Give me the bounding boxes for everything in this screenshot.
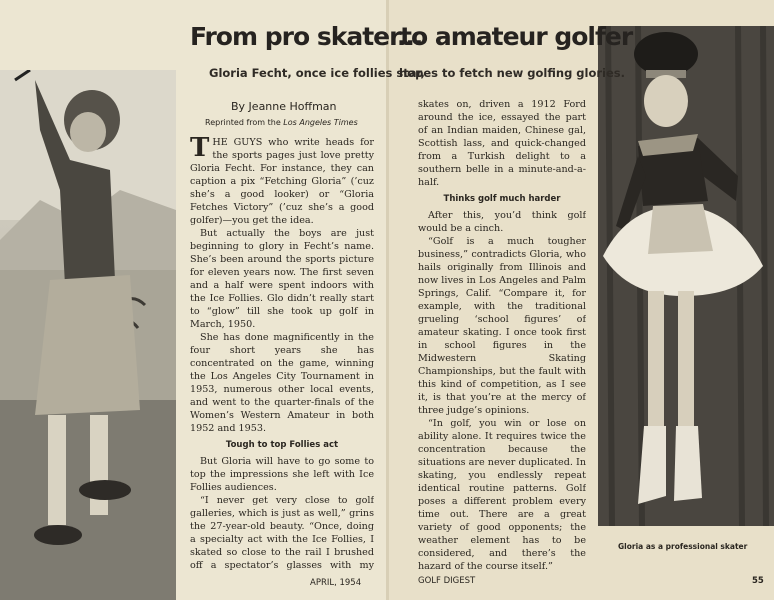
- headline-part-1: From pro skater...: [190, 22, 423, 51]
- reprint-credit: [205, 118, 358, 127]
- paragraph: [190, 136, 374, 227]
- golfer-photo: [0, 70, 176, 600]
- paragraph-text: HE GUYS who write heads for the sports pages just love pretty Gloria Fecht. For instance, they can caption a pix “Fetching Gloria” (’cuz she’s a good looker) or “Gloria Fetches Victory” (’cuz she’s a good golfer)—you get the idea.: [190, 137, 374, 226]
- reprint-source: Los Angeles Times: [283, 118, 358, 127]
- magazine-name: GOLF DIGEST: [418, 576, 476, 586]
- paragraph: But Gloria will have to go some to top the impressions she left with Ice Follies audiences.: [190, 456, 374, 493]
- paragraph: “In golf, you win or lose on ability alone. It requires twice the concentration because the situations are never duplicated. In skating, you endlessly repeat identical routine patterns. Golf poses a different problem every time out. There are a great variety of good opponents; the weather element has to be considered, and there’s the hazard of the course itself.”: [418, 418, 586, 572]
- photo-caption: Gloria as a professional skater: [618, 542, 748, 551]
- section-heading: Thinks golf much harder: [443, 194, 561, 204]
- paragraph: After this, you’d think golf would be a cinch.: [418, 210, 586, 234]
- paragraph: skates on, driven a 1912 Ford around the ice, essayed the part of an Indian maiden, Chinese gal, Scottish lass, and quick-changed from a Turkish delight to a southern belle in a minute-and-a-half.: [418, 99, 586, 188]
- paragraph: She has done magnificently in the four short years she has concentrated on the game, winning the Los Angeles City Tournament in 1953, numerous other local events, and went to the quarter-finals of the Women’s Western Amateur in both 1952 and 1953.: [190, 332, 374, 434]
- subheadline-part-2: hopes to fetch new golfing glories.: [399, 66, 626, 80]
- article-column-1: [190, 136, 374, 570]
- reprint-prefix: Reprinted from the: [205, 118, 281, 127]
- drop-cap: T: [190, 136, 210, 163]
- headline-part-2: to amateur golfer: [400, 22, 633, 51]
- issue-date: APRIL, 1954: [310, 578, 362, 588]
- page-gutter: [386, 0, 389, 600]
- article-column-2: [418, 98, 586, 572]
- byline: By Jeanne Hoffman: [231, 100, 337, 113]
- paragraph: “I never get very close to golf galleries, which is just as well,” grins the 27-year-old beauty. “Once, doing a specialty act with the Ice Follies, I skated so close to the rail I brushed off a spectator’s glasses with my: [190, 495, 374, 570]
- headline: [190, 22, 633, 51]
- subheadline-part-1: Gloria Fecht, once ice follies star,: [209, 66, 425, 80]
- paragraph: “Golf is a much tougher business,” contradicts Gloria, who hails originally from Illinois and now lives in Los Angeles and Palm Springs, Calif. “Compare it, for example, with the traditional grueling ‘school figures’ of amateur skating. I once took first in school figures in the Midwestern Skating Championships, but the fault with this kind of competition, as I see it, is that you’re at the mercy of three judge’s opinions.: [418, 236, 586, 416]
- paragraph: But actually the boys are just beginning to glory in Fecht’s name. She’s been around the sports picture for eleven years now. The first seven and a half were spent indoors with the Ice Follies. Glo didn’t really start to “glow” till she took up golf in March, 1950.: [190, 228, 374, 330]
- page-number: 55: [752, 576, 764, 586]
- skater-photo: [598, 26, 774, 526]
- subheadline: [209, 66, 626, 80]
- section-heading: Tough to top Follies act: [225, 440, 339, 450]
